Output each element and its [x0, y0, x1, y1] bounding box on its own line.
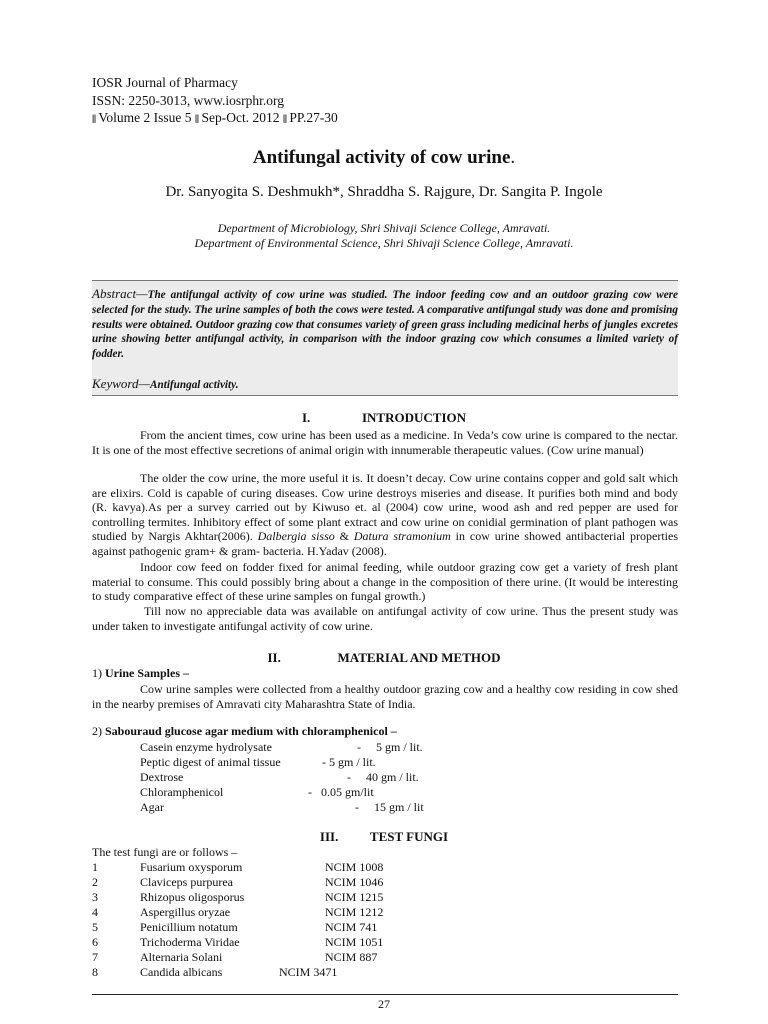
- paper-title-text: Antifungal activity of cow urine: [252, 147, 511, 168]
- section-number: I.: [301, 410, 311, 425]
- section-number: II.: [267, 650, 281, 665]
- keywords: [92, 376, 239, 392]
- medium-amount: - 5 gm / lit.: [357, 740, 423, 754]
- affiliation-1: Department of Microbiology, Shri Shivaji Science College, Amravati.: [217, 221, 551, 235]
- list-item: 7 Alternaria Solani NCIM 887: [92, 950, 378, 964]
- intro-paragraph-4: Till now no appreciable data was available on antifungal activity of cow urine. Thus the present study was under taken to investigate antifungal activity of cow urine.: [92, 604, 678, 633]
- keyword-label: Keyword—: [92, 376, 151, 391]
- paper-title: [0, 147, 768, 169]
- subsection-medium: 2) Sabouraud glucose agar medium with chloramphenicol –: [92, 724, 397, 738]
- journal-pages: PP.27-30: [289, 110, 338, 125]
- medium-amount: - 0.05 gm/lit: [308, 785, 374, 799]
- medium-ingredient: Agar: [140, 800, 164, 814]
- list-item: 5 Penicillium notatum NCIM 741: [92, 920, 378, 934]
- medium-ingredient: Dextrose: [140, 770, 184, 784]
- intro-paragraph-1: From the ancient times, cow urine has been used as a medicine. In Veda’s cow urine is compared to the nectar. It is one of the most effective secretions of animal origin with innumerable therapeutic values. (Cow urine manual): [92, 428, 678, 457]
- journal-issn: ISSN: 2250-3013, www.iosrphr.org: [92, 93, 285, 108]
- section-heading-methods: [0, 650, 768, 666]
- list-item: 6 Trichoderma Viridae NCIM 1051: [92, 935, 384, 949]
- section-title: INTRODUCTION: [361, 410, 466, 425]
- list-item: 3 Rhizopus oligosporus NCIM 1215: [92, 890, 384, 904]
- medium-amount: - 5 gm / lit.: [322, 755, 376, 769]
- section-number: III.: [319, 829, 339, 844]
- abstract-text: The antifungal activity of cow urine was studied. The indoor feeding cow and an outdoor grazing cow were selected for the study. The urine samples of both the cows were tested. A comparative antifungal study was done and promising results were obtained. Outdoor grazing cow that consumes variety of green grass including medicinal herbs of jungles excretes urine showing better antifungal activity, in comparison with the indoor grazing cow which consumes a limited variety of fodder.: [92, 289, 678, 361]
- footer-rule: [92, 994, 678, 995]
- paper-title-period: .: [510, 147, 516, 168]
- page-number: 27: [378, 997, 390, 1011]
- section-title: MATERIAL AND METHOD: [337, 650, 501, 665]
- abstract-label: Abstract—: [92, 286, 148, 301]
- section-title: TEST FUNGI: [369, 829, 449, 844]
- journal-volume: Volume 2 Issue 5: [98, 110, 192, 125]
- header-separator: ||||: [282, 113, 287, 123]
- list-item: 2 Claviceps purpurea NCIM 1046: [92, 875, 384, 889]
- list-item: 1 Fusarium oxysporum NCIM 1008: [92, 860, 384, 874]
- keyword-text: Antifungal activity.: [150, 379, 239, 391]
- journal-volume-line: [92, 110, 338, 126]
- medium-amount: - 15 gm / lit: [355, 800, 424, 814]
- journal-dates: Sep-Oct. 2012: [201, 110, 280, 125]
- intro-paragraph-2: The older the cow urine, the more useful it is. It doesn’t decay. Cow urine contains copper and gold salt which are elixirs. Cold is capable of curing diseases. Cow urine destroys miseries and disease. It purifies both mind and body (R. kavya).As per a survey carried out by Kiwuso et. al (2004) cow urine, wood ash and red pepper are used for controlling termites. Inhibitory effect of some plant extract and cow urine on conidial germination of plant pathogen was studied by Nargis Akhtar(2006). Dalbergia sisso & Datura stramonium in cow urine showed antibacterial properties against pathogenic gram+ & gram- bacteria. H.Yadav (2008).: [92, 471, 679, 558]
- medium-amount: - 40 gm / lit.: [347, 770, 419, 784]
- section-heading-test-fungi: [0, 829, 768, 845]
- paper-authors: Dr. Sanyogita S. Deshmukh*, Shraddha S. Rajgure, Dr. Sangita P. Ingole: [165, 184, 603, 200]
- urine-samples-paragraph: Cow urine samples were collected from a healthy outdoor grazing cow and a healthy cow residing in cow shed in the nearby premises of Amravati city Maharashtra State of India.: [92, 682, 678, 711]
- medium-ingredient: Casein enzyme hydrolysate: [140, 740, 272, 754]
- subsection-urine-samples: 1) Urine Samples –: [92, 666, 189, 680]
- list-item: 8 Candida albicans NCIM 3471: [92, 965, 338, 979]
- header-separator: ||||: [92, 113, 96, 123]
- abstract: [92, 287, 678, 362]
- section-heading-introduction: [0, 410, 768, 426]
- medium-ingredient: Chloramphenicol: [140, 785, 224, 799]
- medium-ingredient: Peptic digest of animal tissue: [140, 755, 281, 769]
- affiliation-2: Department of Environmental Science, Shri Shivaji Science College, Amravati.: [194, 236, 574, 250]
- header-separator: ||||: [194, 113, 199, 123]
- list-item: 4 Aspergillus oryzae NCIM 1212: [92, 905, 384, 919]
- intro-paragraph-3: Indoor cow feed on fodder fixed for animal feeding, while outdoor grazing cow get a variety of fresh plant material to consume. This could possibly bring about a change in the composition of there urine. (It would be interesting to study comparative effect of these urine samples on fungal growth.): [92, 560, 678, 604]
- journal-name: IOSR Journal of Pharmacy: [92, 75, 238, 90]
- test-fungi-intro: The test fungi are or follows –: [92, 845, 238, 859]
